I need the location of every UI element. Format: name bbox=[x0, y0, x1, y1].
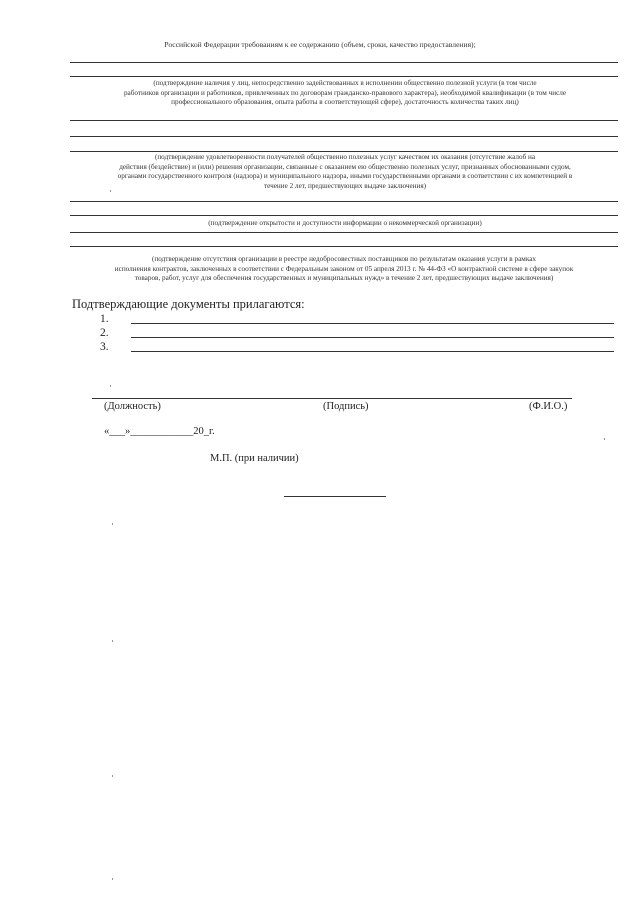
fill-line bbox=[70, 232, 618, 233]
fill-line bbox=[70, 151, 618, 152]
caption-personnel bbox=[72, 79, 618, 108]
fill-line bbox=[70, 76, 618, 77]
caption-line: (подтверждение удовлетворенности получателей общественно полезных услуг качеством их оказания (отсутствие жалоб на bbox=[154, 153, 536, 161]
scan-speck bbox=[112, 775, 113, 777]
stamp-label: М.П. (при наличии) bbox=[210, 453, 299, 464]
scan-speck bbox=[112, 523, 113, 525]
end-divider bbox=[284, 496, 386, 497]
document-item-number: 3. bbox=[100, 341, 109, 353]
signature-line bbox=[92, 398, 572, 399]
header-text: Российской Федерации требованиям к ее содержанию (объем, сроки, качество предоставления); bbox=[164, 40, 476, 49]
caption-line: профессионального образования, опыта работы в соответствующей сфере), достаточность количества таких лиц) bbox=[171, 98, 519, 107]
documents-heading: Подтверждающие документы прилагаются: bbox=[72, 297, 305, 311]
caption-registry bbox=[66, 255, 622, 284]
document-item-number: 2. bbox=[100, 327, 109, 339]
caption-line: работников организации и работников, привлеченных по договорам гражданско-правового характера), необходимой квалификации (в том числе bbox=[123, 88, 567, 97]
caption-line: товаров, работ, услуг для обеспечения государственных и муниципальных нужд» в течение 2 лет, предшествующих выдаче заключения) bbox=[134, 274, 554, 283]
fill-line bbox=[70, 136, 618, 137]
position-label: (Должность) bbox=[104, 401, 161, 412]
caption-line: (подтверждение отсутствия организации в реестре недобросовестных поставщиков по результатам оказания услуги в рамках bbox=[151, 255, 537, 263]
fill-line bbox=[70, 201, 618, 202]
fill-line bbox=[70, 215, 618, 216]
caption-openness: (подтверждение открытости и доступности информации о некоммерческой организации) bbox=[208, 219, 482, 227]
caption-line: течение 2 лет, предшествующих выдаче заключения) bbox=[263, 181, 427, 190]
caption-line: действия (бездействие) и (или) решения организации, связанные с оказанием ею общественно полезных услуг, признанных обоснованными судом, bbox=[119, 162, 571, 171]
fill-line bbox=[70, 62, 618, 63]
caption-line: органами государственного контроля (надзора) и муниципального надзора, иными государственными органами в соответствии с их компетенцией в bbox=[117, 172, 573, 181]
scan-speck bbox=[112, 878, 113, 880]
fill-line bbox=[70, 120, 618, 121]
document-item-line bbox=[131, 323, 614, 324]
document-item-number: 1. bbox=[100, 313, 109, 325]
caption-satisfaction bbox=[72, 153, 618, 191]
name-label: (Ф.И.О.) bbox=[529, 401, 568, 412]
caption-line: (подтверждение наличия у лиц, непосредственно задействованных в исполнении общественно полезной услуги (в том числе bbox=[153, 79, 537, 87]
document-item-line bbox=[131, 351, 614, 352]
date-line: «___»____________20_г. bbox=[104, 426, 215, 437]
scan-speck bbox=[110, 190, 111, 192]
signature-label: (Подпись) bbox=[323, 401, 369, 412]
scan-speck bbox=[110, 385, 111, 387]
scan-speck bbox=[112, 640, 113, 642]
scan-speck bbox=[604, 438, 605, 440]
caption-line: исполнения контрактов, заключенных в соответствии с Федеральным законом от 05 апреля 2013 г. № 44-ФЗ «О контрактной системе в сфере закупок bbox=[114, 264, 574, 273]
fill-line bbox=[70, 246, 618, 247]
document-item-line bbox=[131, 337, 614, 338]
